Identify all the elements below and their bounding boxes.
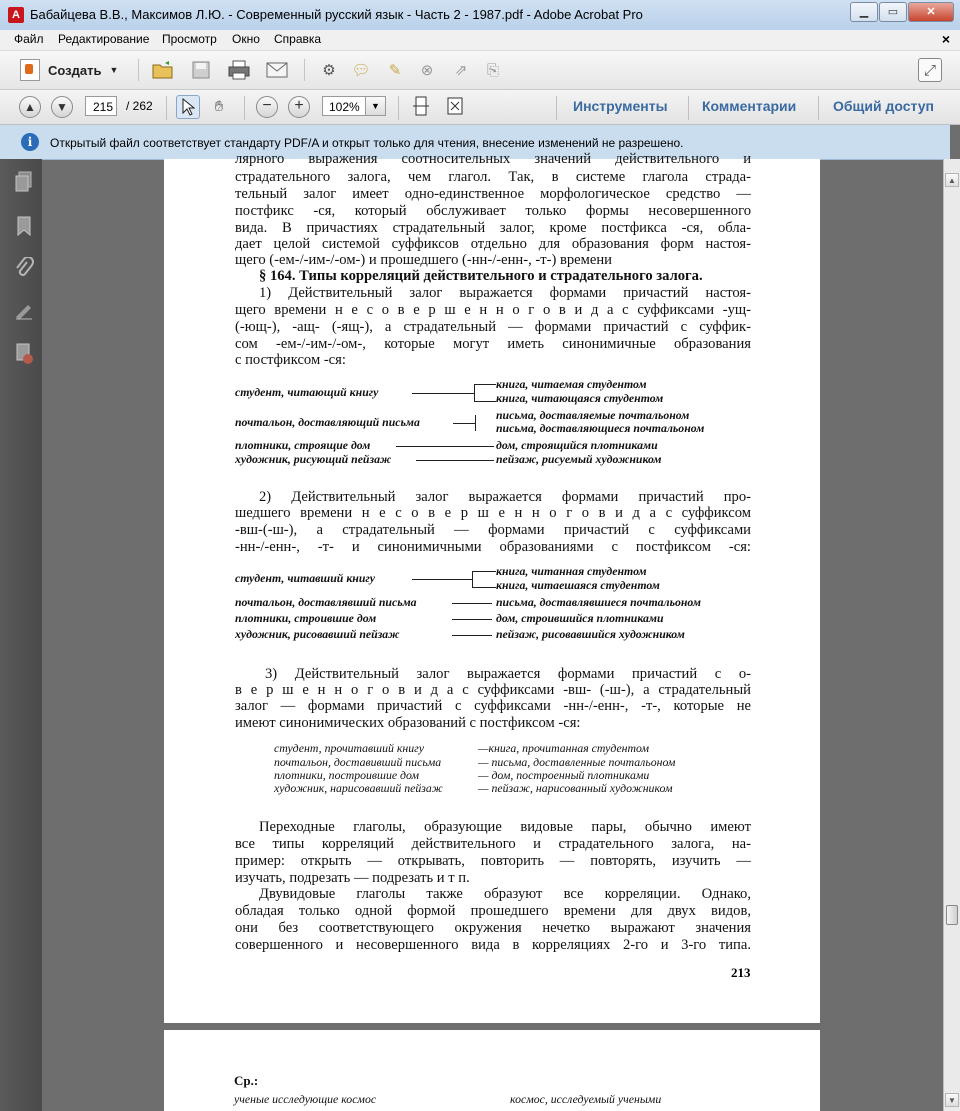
connector-bracket — [472, 571, 473, 588]
settings-icon[interactable]: ⚙ — [322, 62, 336, 79]
paragraph-4-line: залог — формами причастий с суффиксами -нн-/-енн-, -т-, которые не — [235, 698, 751, 714]
hand-tool-icon[interactable]: ✋︎ — [214, 97, 224, 115]
page-total: / 262 — [126, 99, 153, 113]
share-panel-link[interactable]: Общий доступ — [833, 98, 934, 114]
paragraph-1-line: дает целой системой суффиксов отдельно для образования форм настоя- — [235, 236, 751, 252]
minimize-button[interactable]: ▁ — [850, 2, 878, 22]
maximize-button[interactable]: ▭ — [879, 2, 907, 22]
paragraph-3-line: шедшего времени н е с о в е р ш е н н о г о в и д а с суффиксом — [235, 505, 751, 521]
menu-help[interactable]: Справка — [274, 32, 322, 46]
example-left: почтальон, доставлявший письма — [235, 595, 417, 609]
toolbar-divider — [398, 96, 399, 120]
example-right: дом, строившийся плотниками — [496, 611, 664, 625]
create-button[interactable] — [20, 59, 118, 81]
zoom-out-icon[interactable]: − — [256, 96, 278, 118]
paragraph-2-line: сом -ем-/-им-/-ом-, которые могут иметь синонимичные образования — [235, 336, 751, 352]
standards-icon[interactable] — [14, 343, 34, 365]
zoom-dropdown-icon[interactable]: ▼ — [366, 96, 386, 116]
example-left: почтальон, доставивший письма — [274, 755, 442, 769]
menu-file[interactable]: Файл — [14, 32, 44, 46]
paragraph-3-line: -вш-(-ш-), а страдательный — формами причастий с суффиксами — [235, 522, 751, 538]
example-left: плотники, построившие дом — [274, 768, 419, 782]
toolbar-divider — [166, 96, 167, 120]
paragraph-5-line: все типы корреляций действительного и страдательного залога, на- — [235, 836, 751, 852]
paragraph-6-line: они без соответствующего окружения нечетко выражают значения — [235, 920, 751, 936]
connector-line — [452, 603, 492, 604]
document-close-icon[interactable]: × — [941, 31, 950, 47]
connector-bracket — [475, 415, 476, 431]
attachments-icon[interactable] — [14, 257, 34, 279]
connector-line — [472, 587, 496, 588]
example-left: ученые исследующие космос — [234, 1092, 377, 1106]
fit-width-icon[interactable] — [410, 95, 432, 117]
paragraph-1-line: вида. В причастиях страдательный залог, кроме постфикса -ся, обла- — [235, 220, 751, 236]
connector-line — [412, 579, 472, 580]
paragraph-3-line: -нн-/-енн-, -т- и синонимичными образованиями с постфиксом -ся: — [235, 539, 751, 555]
info-icon: i — [21, 133, 39, 151]
example-right: дом, строящийся плотниками — [496, 438, 658, 452]
example-right: книга, читанная студентом — [496, 564, 647, 578]
example-right: космос, исследуемый учеными — [510, 1092, 662, 1106]
page-thumbnails-icon[interactable] — [14, 171, 34, 193]
connector-line — [416, 460, 494, 461]
example-left: плотники, строящие дом — [235, 438, 371, 452]
menu-window[interactable]: Окно — [232, 32, 260, 46]
connector-line — [474, 384, 496, 385]
example-right: письма, доставлявшиеся почтальоном — [496, 595, 701, 609]
example-left: почтальон, доставляющий письма — [235, 415, 420, 429]
connector-bracket — [474, 384, 475, 402]
paragraph-4-line: имеют синонимических образований с постфиксом -ся: — [235, 715, 581, 731]
toolbar-divider — [556, 96, 557, 120]
paragraph-3-line: 2) Действительный залог выражается формами причастий про- — [259, 489, 751, 505]
paragraph-6-line: совершенного и несовершенного вида в корреляциях 2-го и 3-го типа. — [235, 937, 751, 953]
example-left: плотники, строившие дом — [235, 611, 377, 625]
email-icon[interactable] — [266, 59, 288, 81]
toolbar-divider — [138, 59, 139, 81]
scroll-down-icon[interactable]: ▼ — [945, 1093, 959, 1107]
signatures-icon[interactable] — [14, 299, 34, 321]
example-right: письма, доставляемые почтальоном — [496, 408, 690, 422]
example-right: — письма, доставленные почтальоном — [478, 755, 676, 769]
connector-line — [452, 635, 492, 636]
paragraph-1-line: страдательного залога, чем глагол. Так, в системе глагола страда- — [235, 169, 751, 185]
vertical-scrollbar[interactable] — [943, 159, 960, 1111]
paragraph-5-line: изучать, подрезать — подрезать и т п. — [235, 870, 470, 886]
paragraph-2-line: (-ющ-), -ащ- (-ящ-), а страдательный — формами причастий с суффик- — [235, 319, 751, 335]
paragraph-1-line: тельный залог имеет одно-единственное морфологическое средство — — [235, 186, 751, 202]
example-right: —книга, прочитанная студентом — [478, 741, 650, 755]
create-label: Создать — [48, 62, 102, 78]
close-button[interactable]: ✕ — [908, 2, 954, 22]
example-right: книга, читаемая студентом — [496, 377, 647, 391]
window-controls — [849, 2, 954, 22]
export-icon[interactable]: ⇗ — [454, 62, 468, 79]
example-right: пейзаж, рисовавшийся художником — [496, 627, 685, 641]
select-cursor-icon[interactable] — [176, 95, 200, 119]
comments-panel-link[interactable]: Комментарии — [702, 98, 797, 114]
chevron-down-icon: ▼ — [109, 65, 119, 75]
example-right: книга, читаешаяся студентом — [496, 578, 660, 592]
section-heading: § 164. Типы корреляций действительного и страдательного залога. — [259, 268, 703, 284]
toolbar-divider — [244, 96, 245, 120]
toolbar-divider — [818, 96, 819, 120]
zoom-in-icon[interactable]: + — [288, 96, 310, 118]
example-left: художник, рисующий пейзаж — [235, 452, 392, 466]
connector-line — [412, 393, 474, 394]
tools-panel-link[interactable]: Инструменты — [573, 98, 668, 114]
create-pdf-icon — [20, 59, 40, 81]
paragraph-1-line: постфикс -ся, который обслуживает только формы несовершенного — [235, 203, 751, 219]
scroll-thumb[interactable] — [946, 905, 958, 925]
connector-line — [452, 619, 492, 620]
paragraph-1-line: лярного выражения соотносительных значений действительного и — [235, 151, 751, 167]
page-number: 213 — [731, 965, 751, 980]
paragraph-6-line: обладая только одной формой прошедшего времени для двух видов, — [235, 903, 751, 919]
menu-view[interactable]: Просмотр — [162, 32, 217, 46]
connector-line — [396, 446, 494, 447]
navigation-toolbar — [0, 90, 960, 125]
next-page-icon[interactable]: ▼ — [51, 96, 73, 118]
example-left: студент, читающий книгу — [235, 385, 379, 399]
example-right: письма, доставляющиеся почтальоном — [496, 421, 705, 435]
connector-line — [472, 571, 496, 572]
pdf-page-214 — [164, 1030, 820, 1111]
attach-icon[interactable]: ⎘ — [486, 61, 499, 79]
paragraph-2-line: щего времени н е с о в е р ш е н н о г о в и д а с суффиксами -ущ- — [235, 302, 751, 318]
page2-line: Ср.: — [234, 1073, 259, 1088]
connector-line — [474, 401, 496, 402]
fit-page-icon[interactable] — [444, 95, 466, 117]
bookmarks-icon[interactable] — [14, 215, 34, 237]
previous-page-icon[interactable]: ▲ — [19, 96, 41, 118]
comment-icon[interactable]: 💬︎ — [351, 62, 371, 79]
example-right: — дом, построенный плотниками — [478, 768, 650, 782]
example-right: — пейзаж, нарисованный художником — [478, 781, 673, 795]
main-toolbar — [0, 51, 960, 90]
info-message: Открытый файл соответствует стандарту PDF/A и открыт только для чтения, внесение изменений не разрешено. — [50, 136, 684, 150]
page-number-input[interactable]: 215 — [85, 96, 117, 116]
paragraph-4-line: 3) Действительный залог выражается формами причастий с о- — [265, 666, 751, 682]
example-left: художник, рисовавший пейзаж — [235, 627, 400, 641]
delete-icon[interactable]: ⊗ — [420, 62, 434, 79]
toolbar-divider — [304, 59, 305, 81]
title-bar — [0, 0, 960, 31]
menu-edit[interactable]: Редактирование — [58, 32, 150, 46]
paragraph-6-line: Двувидовые глаголы также образуют все корреляции. Однако, — [259, 886, 751, 902]
example-left: студент, читавший книгу — [235, 571, 376, 585]
navigation-pane — [0, 159, 42, 1111]
acrobat-icon: A — [8, 7, 24, 23]
example-left: студент, прочитавший книгу — [274, 741, 424, 755]
paragraph-2-line: с постфиксом -ся: — [235, 352, 346, 368]
save-icon[interactable] — [190, 59, 212, 81]
expand-icon[interactable]: ⤢ — [918, 58, 942, 82]
pdf-page-213 — [164, 151, 820, 1023]
example-left: художник, нарисовавший пейзаж — [274, 781, 443, 795]
window-title: Бабайцева В.В., Максимов Л.Ю. - Современный русский язык - Часть 2 - 1987.pdf - Adobe Acrobat Pro — [30, 7, 643, 22]
paragraph-4-line: в е р ш е н н о г о в и д а с суффиксами -вш- (-ш-), а страдательный — [235, 682, 751, 698]
sign-icon[interactable]: ✎ — [388, 62, 402, 79]
menu-bar — [0, 30, 960, 51]
paragraph-5-line: пример: открыть — открывать, повторить — повторять, изучить — — [235, 853, 751, 869]
paragraph-5-line: Переходные глаголы, образующие видовые пары, обычно имеют — [259, 819, 751, 835]
scroll-up-icon[interactable]: ▲ — [945, 173, 959, 187]
connector-line — [453, 423, 475, 424]
paragraph-1-line: щего (-ем-/-им-/-ом-) и прошедшего (-нн-/-енн-, -т-) времени — [235, 252, 612, 268]
example-right: пейзаж, рисуемый художником — [496, 452, 662, 466]
paragraph-2-line: 1) Действительный залог выражается формами причастий настоя- — [259, 285, 751, 301]
open-icon[interactable] — [152, 59, 174, 81]
toolbar-divider — [688, 96, 689, 120]
example-right: книга, читающаяся студентом — [496, 391, 664, 405]
zoom-input[interactable]: 102% — [322, 96, 366, 116]
print-icon[interactable] — [228, 59, 250, 81]
